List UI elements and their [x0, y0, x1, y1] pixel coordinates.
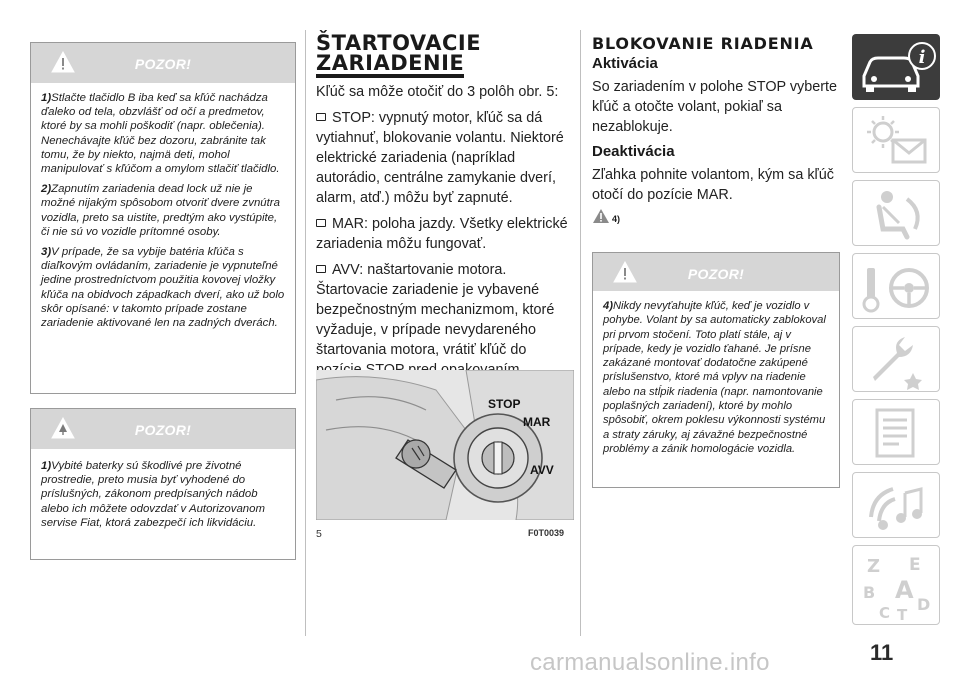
warning-title: POZOR!	[134, 422, 192, 438]
warning-box-1	[30, 42, 296, 394]
media-music-icon	[853, 473, 941, 539]
seat-safety-icon	[853, 181, 941, 247]
ignition-intro: Kľúč sa môže otočiť do 3 polôh obr. 5:	[316, 84, 559, 100]
label-stop: STOP	[488, 397, 521, 411]
ignition-text	[316, 82, 574, 406]
warning-body	[593, 291, 839, 468]
sidebar-tab-index[interactable]	[852, 545, 940, 625]
warning-body	[31, 449, 295, 542]
alphabet-index-icon	[853, 546, 941, 626]
svg-text:i: i	[918, 47, 926, 68]
warning-item: 3)V prípade, že sa vybije batéria kľúča s diaľkovým ovládaním, zariadenie je vypnuteľné jedine prostredníctvom použitia kovovej vložky kľúča na obidvoch západkach dverí, ako už bolo skôr opísané: v takomto prípade zostane zariadenie aktivované len na zadných dverách.	[41, 246, 285, 330]
sidebar-tab-service[interactable]	[852, 326, 940, 392]
activation-text: So zariadením v polohe STOP vyberte kľúč a otočte volant, pokiaľ sa nezablokuje.	[592, 79, 838, 135]
key-steering-icon	[853, 254, 941, 320]
svg-text:B: B	[863, 583, 876, 602]
warning-header	[31, 43, 295, 83]
ignition-heading	[316, 33, 576, 78]
deactivation-title: Deaktivácia	[592, 143, 675, 160]
svg-text:A: A	[895, 576, 914, 604]
warning-body	[31, 83, 295, 342]
ignition-key-illustration	[316, 370, 574, 520]
bullet-square-icon	[316, 265, 326, 273]
sidebar-tab-car-info[interactable]	[852, 34, 940, 100]
svg-text:E: E	[909, 555, 921, 575]
warning-item: 4)Nikdy nevyťahujte kľúč, keď je vozidlo v pohybe. Volant by sa automaticky zablokoval pri prvom stočení. Toto platí stále, aj v prípade, kedy je vozidlo ťahané. Je prísne zakázané montovať dodatočne zakúpené príslušenstvo, ktoré má vplyv na riadenie alebo na stĺpik riadenia (napr. namontovanie poplašných zariadení), ktoré by mohlo spôsobiť, okrem poklesu výkonnosti systému a straty záruky, aj závažné bezpečnostné problémy a zánik homologácie vozidla.	[603, 300, 826, 455]
svg-text:Z: Z	[867, 556, 881, 577]
activation-title: Aktivácia	[592, 55, 658, 72]
figure-code: F0T0039	[528, 528, 565, 538]
bullet-avv: AVV: naštartovanie motora. Štartovacie zariadenie je vybavené bezpečnostným mechanizmom, ktoré vyžaduje, v prípade nevydareného štartovania motora, vrátiť kľúč do	[316, 262, 555, 358]
column-divider	[305, 30, 306, 636]
heading-line-2: ZARIADENIE	[316, 53, 464, 78]
warning-item: 2)Zapnutím zariadenia dead lock už nie je možné nijakým spôsobom otvoriť dvere zvnútra vozidla, preto sa uistite, predtým ako vystúpite, či nie sú vo vozidle prítomné osoby.	[41, 183, 280, 238]
warning-ref-number: 4)	[612, 214, 621, 224]
page-number: 11	[870, 640, 894, 665]
car-info-icon	[852, 34, 940, 100]
sidebar-tab-warning-lights[interactable]	[852, 107, 940, 173]
sidebar-tab-seat-safety[interactable]	[852, 180, 940, 246]
bullet-mar: MAR: poloha jazdy. Všetky elektrické zariadenia môžu fungovať.	[316, 216, 568, 252]
checklist-icon	[853, 400, 941, 466]
warning-box-2	[30, 408, 296, 560]
steering-heading: BLOKOVANIE RIADENIA	[592, 34, 814, 53]
sidebar-tab-key-steering[interactable]	[852, 253, 940, 319]
figure-number: 5	[316, 528, 322, 540]
watermark: carmanualsonline.info	[530, 649, 770, 676]
warning-title: POZOR!	[134, 56, 192, 72]
service-wrench-icon	[853, 327, 941, 393]
ignition-figure	[316, 370, 574, 520]
sidebar-tab-checklist[interactable]	[852, 399, 940, 465]
deactivation-text: Zľahka pohnite volantom, kým sa kľúč otočí do pozície MAR.	[592, 167, 834, 203]
warning-ref-icon	[592, 208, 610, 224]
label-mar: MAR	[523, 415, 551, 429]
heading-line-1: ŠTARTOVACIE	[316, 31, 482, 55]
warning-title: POZOR!	[687, 266, 745, 282]
bullet-square-icon	[316, 113, 326, 121]
warning-item: 1)Vybité baterky sú škodlivé pre životné prostredie, preto musia byť vyhodené do príslušných, zákonom predpísaných nádob alebo ich môžete odovzdať v Autorizovanom servise Fiat, ktorá zabezpečí ich likvidáciu.	[41, 460, 265, 529]
svg-text:D: D	[917, 595, 931, 614]
warning-header	[593, 253, 839, 291]
sidebar-tab-media[interactable]	[852, 472, 940, 538]
bullet-square-icon	[316, 219, 326, 227]
svg-text:C: C	[879, 604, 891, 622]
svg-text:T: T	[897, 606, 908, 624]
warning-box-3	[592, 252, 840, 488]
column-divider	[580, 30, 581, 636]
warning-lights-icon	[853, 108, 941, 174]
label-avv: AVV	[530, 463, 554, 477]
bullet-stop: STOP: vypnutý motor, kľúč sa dá vytiahnuť, blokovanie volantu. Niektoré elektrické zariadenia (napríklad autorádio, centrálne zamykanie dverí, alarm, atď.) môžu byť zapnuté.	[316, 110, 564, 206]
warning-header	[31, 409, 295, 449]
warning-item: 1)Stlačte tlačidlo B iba keď sa kľúč nachádza ďaleko od tela, obzvlášť od očí a predmetov, ktoré by sa mohli poškodiť (napr. oblečenia). Nenechávajte kľúč bez dozoru, zabránite tak tomu, že by niekto, najmä deti, mohol manipulovať s kľúčom a omylom stlačiť tlačidlo.	[41, 92, 280, 176]
